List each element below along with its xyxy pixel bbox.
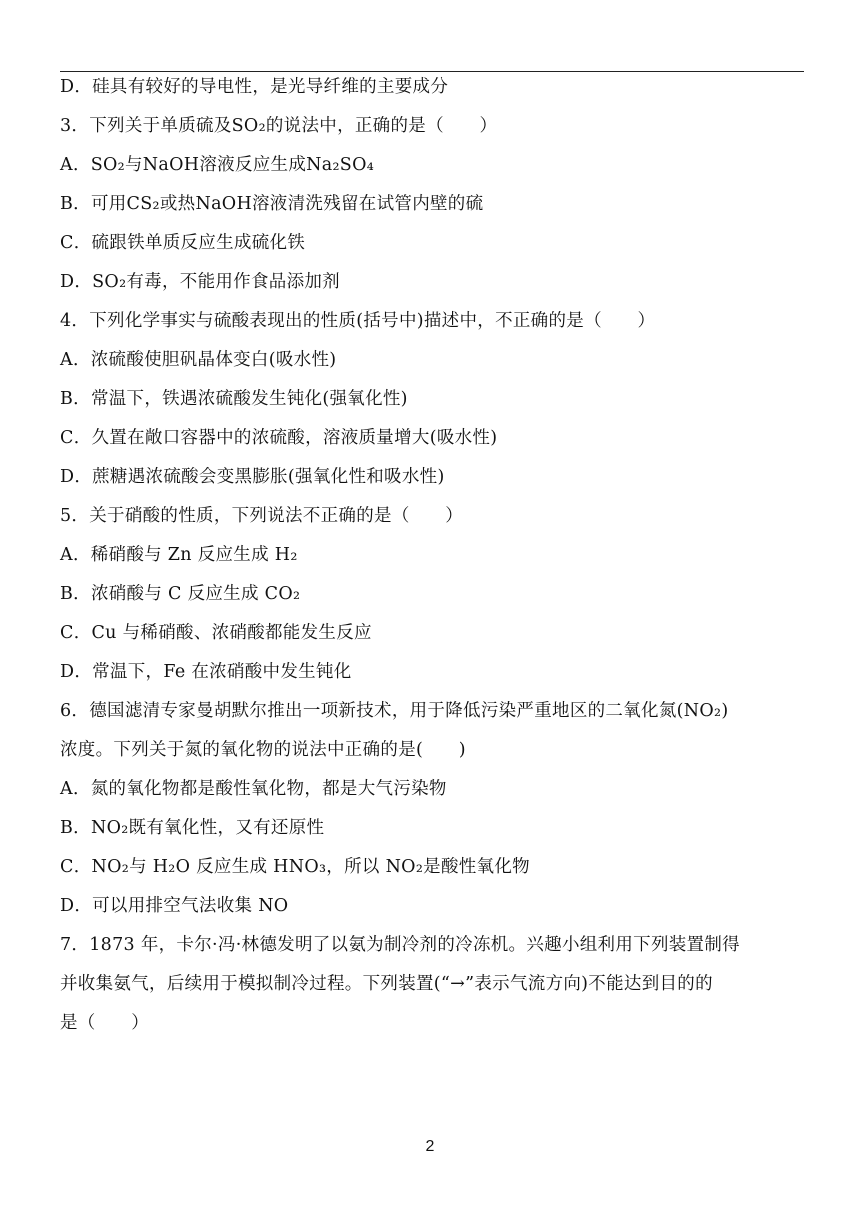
question-5-stem: 5．关于硝酸的性质，下列说法不正确的是（ ） bbox=[60, 506, 464, 526]
question-4-option-c: C．久置在敞口容器中的浓硫酸，溶液质量增大(吸水性) bbox=[60, 428, 498, 448]
question-3-option-b: B．可用CS₂或热NaOH溶液清洗残留在试管内壁的硫 bbox=[60, 194, 484, 214]
question-4-stem: 4．下列化学事实与硫酸表现出的性质(括号中)描述中，不正确的是（ ） bbox=[60, 311, 656, 331]
question-3-option-c: C．硫跟铁单质反应生成硫化铁 bbox=[60, 233, 306, 253]
question-4-option-d: D．蔗糖遇浓硫酸会变黑膨胀(强氧化性和吸水性) bbox=[60, 467, 445, 487]
question-4-option-b: B．常温下，铁遇浓硫酸发生钝化(强氧化性) bbox=[60, 389, 408, 409]
question-6-option-c: C．NO₂与 H₂O 反应生成 HNO₃，所以 NO₂是酸性氧化物 bbox=[60, 857, 530, 877]
question-7-stem-cont: 并收集氨气，后续用于模拟制冷过程。下列装置(“→”表示气流方向)不能达到目的的 bbox=[60, 974, 713, 994]
question-4-option-a: A．浓硫酸使胆矾晶体变白(吸水性) bbox=[60, 350, 337, 370]
question-6-option-b: B．NO₂既有氧化性，又有还原性 bbox=[60, 818, 325, 838]
question-5-option-d: D．常温下，Fe 在浓硝酸中发生钝化 bbox=[60, 662, 352, 682]
question-7-stem-end: 是（ ） bbox=[60, 1013, 149, 1033]
page-number: 2 bbox=[425, 1138, 435, 1155]
question-6-option-a: A．氮的氧化物都是酸性氧化物，都是大气污染物 bbox=[60, 779, 447, 799]
question-6-option-d: D．可以用排空气法收集 NO bbox=[60, 896, 289, 916]
question-5-option-b: B．浓硝酸与 C 反应生成 CO₂ bbox=[60, 584, 301, 604]
question-6-stem: 6．德国滤清专家曼胡默尔推出一项新技术，用于降低污染严重地区的二氧化氮(NO₂) bbox=[60, 701, 729, 721]
question-5-option-a: A．稀硝酸与 Zn 反应生成 H₂ bbox=[60, 545, 298, 565]
text-line: D．硅具有较好的导电性，是光导纤维的主要成分 bbox=[60, 77, 449, 97]
question-3-option-d: D．SO₂有毒，不能用作食品添加剂 bbox=[60, 272, 340, 292]
question-6-stem-cont: 浓度。下列关于氮的氧化物的说法中正确的是( ) bbox=[60, 740, 466, 760]
question-5-option-c: C．Cu 与稀硝酸、浓硝酸都能发生反应 bbox=[60, 623, 372, 643]
header-rule bbox=[60, 71, 804, 72]
question-3-option-a: A．SO₂与NaOH溶液反应生成Na₂SO₄ bbox=[60, 155, 375, 175]
question-7-stem: 7．1873 年，卡尔·冯·林德发明了以氨为制冷剂的冷冻机。兴趣小组利用下列装置制得 bbox=[60, 935, 740, 955]
question-3-stem: 3．下列关于单质硫及SO₂的说法中，正确的是（ ） bbox=[60, 116, 498, 136]
